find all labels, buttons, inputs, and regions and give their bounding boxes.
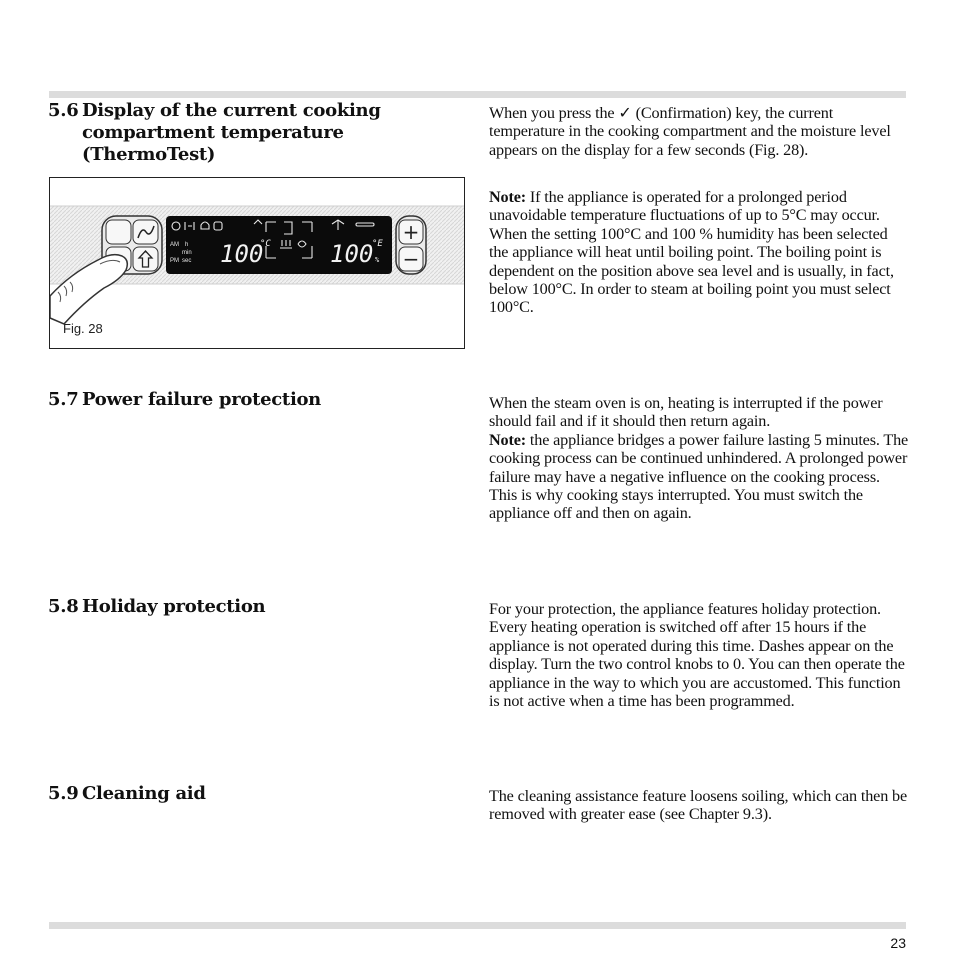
section-title: Holiday protection [82, 596, 266, 617]
section-5-6-note [489, 188, 909, 317]
section-5-7-note-text: the appliance bridges a power failure lasting 5 minutes. The cooking process can be continued unhindered. A prolonged power failure may have a negative influence on the cooking process. This is why cooking stays interrupted. You must switch the appliance off and then on again. [489, 430, 909, 523]
section-5-9-paragraph [489, 787, 909, 824]
section-5-9-body-1: The cleaning assistance feature loosens soiling, which can then be removed with greater ease (see Chapter 9.3). [489, 787, 908, 824]
section-5-8-paragraph [489, 600, 909, 710]
top-rule [49, 91, 906, 98]
clock-label-am: AM [170, 242, 179, 248]
section-number: 5.9 [48, 783, 79, 804]
section-5-7-paragraph [489, 394, 909, 523]
section-number: 5.6 [48, 100, 79, 121]
clock-label-pm: PM [170, 258, 179, 264]
section-title: Display of the current cooking compartment temperature (ThermoTest) [82, 100, 381, 165]
section-number: 5.7 [48, 389, 79, 410]
display-temperature-unit: °C [260, 239, 271, 249]
section-heading-5-6 [48, 100, 442, 166]
page-number: 23 [890, 935, 906, 951]
section-title: Power failure protection [82, 389, 321, 410]
section-heading-5-8 [48, 596, 442, 618]
minus-symbol: − [402, 247, 420, 271]
bottom-rule [49, 922, 906, 929]
section-number: 5.8 [48, 596, 79, 617]
clock-label-min: min [182, 250, 192, 256]
section-heading-5-7 [48, 389, 442, 411]
section-5-6-body-1: When you press the ✓ (Confirmation) key, the current temperature in the cooking compartment and the moisture level appears on the display for a few seconds (Fig. 28). [489, 104, 891, 159]
timer-button [106, 220, 131, 244]
figure-28 [49, 177, 465, 349]
plus-symbol: + [402, 220, 420, 244]
display-humidity-unit-top: °E [372, 239, 383, 249]
section-title: Cleaning aid [82, 783, 206, 804]
note-label: Note: [489, 430, 526, 449]
figure-caption: Fig. 28 [63, 321, 103, 336]
display-humidity: 100 [330, 240, 374, 268]
section-5-7-body-1: When the steam oven is on, heating is interrupted if the power should fail and if it should then return again. [489, 394, 883, 431]
section-5-8-body-1: For your protection, the appliance features holiday protection. Every heating operation is switched off after 15 hours if the appliance is not operated during this time. Dashes appear on the display. Turn the two control knobs to 0. You can then operate the appliance in the way to which you are accustomed. This function is not active when a time has been programmed. [489, 600, 905, 711]
section-heading-5-9 [48, 783, 442, 805]
note-label: Note: [489, 188, 526, 206]
clock-label-sec: sec [182, 258, 192, 264]
control-panel-illustration [50, 178, 464, 348]
display-temperature: 100 [220, 240, 264, 268]
section-5-6-note-text: If the appliance is operated for a prolonged period unavoidable temperature fluctuations of up to 5°C may occur. [489, 188, 880, 225]
display-humidity-unit-bottom: % [375, 256, 380, 264]
clock-label-h: h [185, 242, 189, 248]
section-5-6-paragraph [489, 104, 909, 159]
section-5-6-body-2: When the setting 100°C and 100 % humidity has been selected the appliance will heat until boiling point. The boiling point is dependent on the position above sea level and is usually, in fact, below 100°C. In order to steam at boiling point you must select 100°C. [489, 224, 894, 317]
